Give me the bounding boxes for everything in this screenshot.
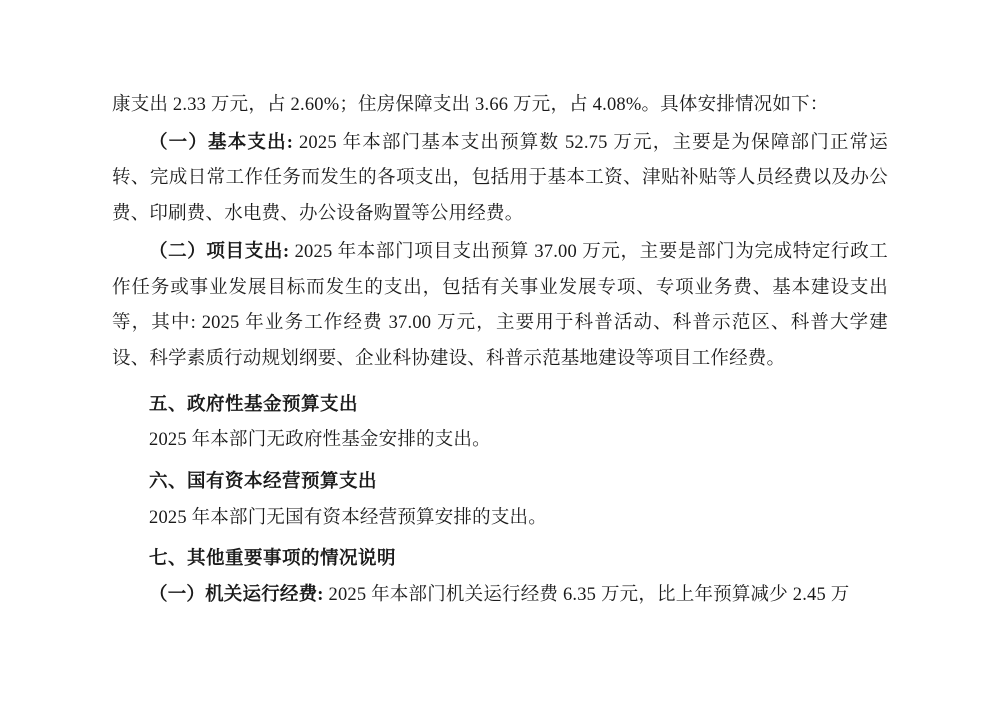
paragraph-project-expenditure-lead: （二）项目支出: bbox=[149, 241, 290, 262]
paragraph-project-expenditure bbox=[112, 235, 888, 378]
heading-state-capital-operation-budget-expenditure: 六、国有资本经营预算支出 bbox=[149, 472, 378, 493]
paragraph-project-expenditure-text: 2025 年本部门项目支出预算 37.00 万元，主要是部门为完成特定行政工作任务或事业发展目标而发生的支出，包括有关事业发展专项、专项业务费、基本建设支出等，其中: 2025 年业务工作经费 37.00 万元，主要用于科普活动、科普示范区、科普大学建设、科学素质行动规划纲要、企业科协建设、科普示范基地建设等项目工作经费。 bbox=[112, 241, 888, 369]
paragraph-agency-operating-expenses-text: 2025 年本部门机关运行经费 6.35 万元，比上年预算减少 2.45 万 bbox=[323, 585, 850, 606]
paragraph-agency-operating-expenses-lead: （一）机关运行经费: bbox=[149, 585, 324, 606]
heading-government-fund-budget-expenditure: 五、政府性基金预算支出 bbox=[149, 394, 359, 415]
heading-other-important-matters: 七、其他重要事项的情况说明 bbox=[149, 549, 397, 570]
paragraph-state-capital-operation-budget-expenditure: 2025 年本部门无国有资本经营预算安排的支出。 bbox=[149, 507, 547, 528]
section-spacer bbox=[112, 378, 888, 382]
paragraph-basic-expenditure bbox=[112, 126, 888, 233]
document-body bbox=[112, 88, 888, 614]
paragraph-government-fund-budget-expenditure: 2025 年本部门无政府性基金安排的支出。 bbox=[149, 430, 491, 451]
paragraph-basic-expenditure-text: 2025 年本部门基本支出预算数 52.75 万元，主要是为保障部门正常运转、完成日常工作任务而发生的各项支出，包括用于基本工资、津贴补贴等人员经费以及办公费、印刷费、水电费、办公设备购置等公用经费。 bbox=[112, 132, 888, 225]
paragraph-basic-expenditure-lead: （一）基本支出: bbox=[149, 132, 294, 153]
paragraph-agency-operating-expenses bbox=[112, 578, 888, 614]
paragraph-health-housing-expenditure: 康支出 2.33 万元，占 2.60%；住房保障支出 3.66 万元，占 4.08%。具体安排情况如下： bbox=[112, 95, 829, 115]
